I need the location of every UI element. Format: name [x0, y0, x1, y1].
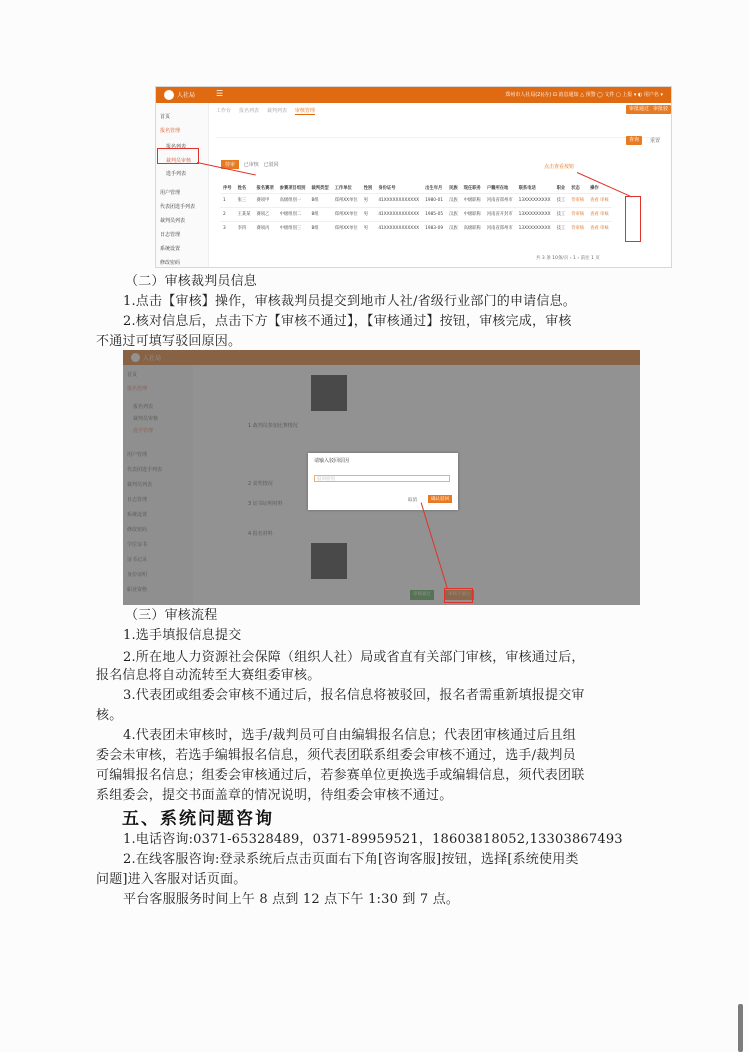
search-button[interactable]: 查询	[626, 136, 642, 145]
cell: 河南省开封市	[484, 208, 516, 222]
section2-line: 1.点击【审核】操作，审核裁判员提交到地市人社/省级行业部门的申请信息。	[123, 294, 576, 309]
section5-line: 平台客服服务时间上午 8 点到 12 点下午 1:30 到 7 点。	[123, 892, 460, 907]
status-cell: 待审核	[568, 222, 587, 236]
cell: 郑州XX单位	[332, 194, 361, 208]
col-header: 性别	[363, 186, 373, 191]
cell: 1983-09	[422, 222, 446, 236]
status-cell: 待审核	[568, 194, 587, 208]
cell: 41XXXXXXXXXXXX	[375, 208, 422, 222]
sidebar-item-signup-mgmt[interactable]: 报名管理	[160, 128, 181, 134]
cell: 张三	[235, 194, 254, 208]
logo-icon	[164, 90, 174, 100]
cell: B组	[308, 208, 331, 222]
col-header: 报名赛项	[256, 186, 274, 191]
sidebar-item-logs[interactable]: 日志管理	[160, 232, 181, 238]
col-header: 出生年月	[425, 186, 443, 191]
sidebar-item-user-mgmt[interactable]: 用户管理	[160, 190, 181, 196]
review-action[interactable]: 查看 审核	[587, 222, 612, 236]
col-header: 裁判类型	[311, 186, 329, 191]
sidebar-item-player-list[interactable]: 选手列表	[166, 171, 187, 177]
cell: 郑州XX单位	[332, 222, 361, 236]
cell: 郑州XX单位	[332, 208, 361, 222]
app-title: 人社局	[177, 92, 196, 99]
reviewer-table	[220, 183, 612, 235]
section3-line: 核。	[96, 708, 123, 723]
cell: 1	[220, 194, 235, 208]
cell: 中级组别三	[277, 222, 309, 236]
cell: 技工	[554, 194, 569, 208]
sidebar-item-referee-review[interactable]: 裁判员审核	[166, 158, 192, 164]
col-header: 工作单位	[334, 186, 352, 191]
table-row	[220, 194, 612, 208]
section3-line: 委会未审核，若选手编辑报名信息，须代表团联系组委会审核不通过，选手/裁判员	[96, 748, 576, 763]
reject-button[interactable]: 审批驳回	[650, 105, 671, 114]
menu-icon[interactable]: ☰	[216, 89, 224, 98]
cell: 河南省郑州市	[484, 222, 516, 236]
section5-line: 问题]进入客服对话页面。	[96, 872, 247, 887]
header-user-area[interactable]: 郑州市人社局(2)(办) ⊡ 消息通知 △ 预警 ◯ 文件 ▢ 上报 ▾ ◐ 用户名 ▾	[505, 92, 663, 98]
cell: 41XXXXXXXXXXXX	[375, 222, 422, 236]
cell: 2	[220, 208, 235, 222]
top-tabs	[216, 107, 315, 114]
cell: 汉族	[446, 208, 461, 222]
cell: 1980-01	[422, 194, 446, 208]
table-row	[220, 222, 612, 236]
section3-line: 2.所在地人力资源社会保障（组织人社）局或省直有关部门审核，审核通过后，	[123, 650, 585, 665]
cell: 赛项丙	[253, 222, 276, 236]
reject-reason-input[interactable]: 驳回原因	[314, 475, 450, 482]
reset-button[interactable]: 重置	[650, 138, 661, 144]
cell: B组	[308, 222, 331, 236]
col-header: 户籍所在地	[486, 186, 509, 191]
section5-heading: 五、系统问题咨询	[122, 809, 274, 829]
sidebar-item-referees[interactable]: 裁判员列表	[160, 218, 186, 224]
pagination[interactable]: 共 3 条 10条/页 ‹ 1 › 前往 1 页	[536, 256, 600, 261]
section2-line: 2.核对信息后，点击下方【审核不通过】，【审核通过】按钮，审核完成，审核	[123, 314, 572, 329]
col-header: 职业	[556, 186, 566, 191]
cell: 男	[361, 222, 376, 236]
sidebar-item-delegation[interactable]: 代表团选手列表	[160, 204, 196, 210]
sidebar-item-home[interactable]: 首页	[160, 114, 171, 120]
review-action[interactable]: 查看 审核	[587, 194, 612, 208]
sidebar-item-password[interactable]: 修改密码	[160, 260, 181, 266]
col-header: 操作	[590, 186, 599, 191]
table-row	[220, 208, 612, 222]
cell: 技工	[554, 222, 569, 236]
hint-annotation: 点击查看按钮	[544, 164, 575, 170]
tab-referee-list[interactable]: 裁判列表	[266, 108, 287, 114]
cell: 王某某	[235, 208, 254, 222]
reject-reason-dialog	[308, 453, 458, 510]
col-header: 参赛项目组别	[279, 186, 306, 191]
cell: 3	[220, 222, 235, 236]
sidebar-item-settings[interactable]: 系统设置	[160, 246, 181, 252]
section5-line: 2.在线客服咨询:登录系统后点击页面右下角[咨询客服]按钮，选择[系统使用类	[123, 852, 579, 867]
section2-line: 不通过可填写驳回原因。	[96, 334, 242, 349]
tab-reviewed[interactable]: 已审核	[243, 162, 259, 168]
col-header: 序号	[223, 186, 232, 191]
tab-workbench[interactable]: 工作台	[216, 108, 232, 114]
confirm-reject-button[interactable]: 确认驳回	[428, 495, 452, 503]
section3-line: 1.选手填报信息提交	[123, 628, 242, 643]
section2-title: （二）审核裁判员信息	[125, 274, 258, 289]
tab-rejected[interactable]: 已驳回	[263, 162, 279, 168]
cell: 高级组别一	[277, 194, 309, 208]
approve-button[interactable]: 审批通过	[626, 105, 652, 114]
col-header: 状态	[571, 186, 580, 191]
dialog-title: 请输入驳回原因	[314, 458, 350, 464]
cell: 1985-05	[422, 208, 446, 222]
status-cell: 待审核	[568, 208, 587, 222]
page-scrollbar[interactable]	[738, 1004, 743, 1052]
screenshot-reviewer-list	[155, 86, 672, 268]
status-tabs	[221, 160, 279, 169]
cell: 高级职称	[461, 222, 484, 236]
cell: 男	[361, 194, 376, 208]
review-column-highlight-box	[625, 196, 641, 242]
tab-signup-list[interactable]: 报名列表	[238, 108, 259, 114]
cell: 男	[361, 208, 376, 222]
cell: 13XXXXXXXXX	[516, 194, 554, 208]
cell: 赛项乙	[253, 208, 276, 222]
cancel-button[interactable]: 取消	[408, 498, 417, 503]
col-header: 民族	[449, 186, 458, 191]
app-header	[156, 87, 671, 103]
tab-pending[interactable]: 待审	[221, 160, 239, 169]
section5-line: 1.电话咨询:0371-65328489，0371-89959521，18603818052,13303867493	[123, 832, 623, 847]
section3-line: 4.代表团未审核时，选手/裁判员可自由编辑报名信息；代表团审核通过后且组	[123, 728, 576, 743]
sidebar-highlight-box	[157, 148, 199, 164]
screenshot-reject-modal	[123, 350, 640, 605]
col-header: 联系电话	[518, 186, 536, 191]
col-header: 现任职务	[463, 186, 481, 191]
cell: 中级职称	[461, 208, 484, 222]
cell: 中级组别二	[277, 208, 309, 222]
section3-line: 报名信息将自动流转至大赛组委审核。	[96, 668, 321, 683]
cell: 13XXXXXXXXX	[516, 208, 554, 222]
cell: 汉族	[446, 222, 461, 236]
table-header-row	[220, 183, 612, 194]
search-filters	[216, 129, 661, 138]
cell: 赛项甲	[253, 194, 276, 208]
section3-line: 可编辑报名信息；组委会审核通过后，若参赛单位更换选手或编辑信息，须代表团联	[96, 768, 585, 783]
review-action[interactable]: 查看 审核	[587, 208, 612, 222]
sidebar-item-signup-list[interactable]: 报名列表	[166, 144, 187, 150]
cell: 汉族	[446, 194, 461, 208]
tab-review-mgmt[interactable]: 审核管理	[294, 108, 315, 114]
cell: 41XXXXXXXXXXXX	[375, 194, 422, 208]
cell: 技工	[554, 208, 569, 222]
col-header: 姓名	[237, 186, 247, 191]
cell: B组	[308, 194, 331, 208]
section3-line: 3.代表团或组委会审核不通过后，报名信息将被驳回，报名者需重新填报提交审	[123, 688, 585, 703]
section3-line: 系组委会，提交书面盖章的情况说明，待组委会审核不通过。	[96, 788, 453, 803]
sidebar	[156, 103, 209, 267]
not-pass-highlight-box	[444, 588, 473, 603]
cell: 中级职称	[461, 194, 484, 208]
section3-title: （三）审核流程	[125, 608, 218, 623]
cell: 河南省郑州市	[484, 194, 516, 208]
cell: 13XXXXXXXXX	[516, 222, 554, 236]
cell: 李四	[235, 222, 254, 236]
col-header: 身份证号	[378, 186, 396, 191]
